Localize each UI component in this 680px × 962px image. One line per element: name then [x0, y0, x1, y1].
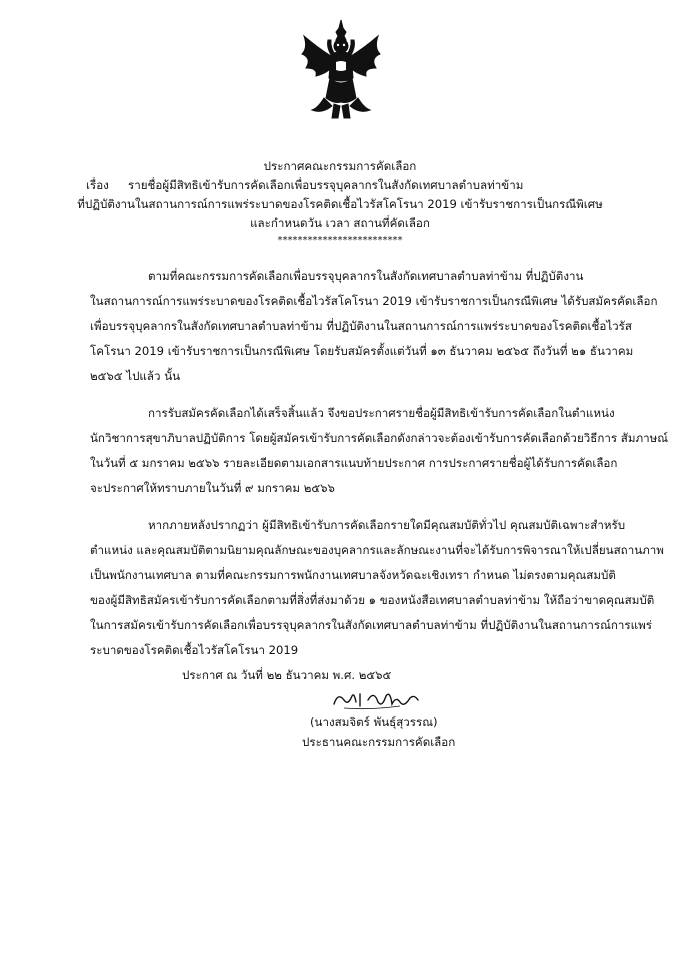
- document-title: ประกาศคณะกรรมการคัดเลือก: [263, 159, 417, 173]
- subject-line-3: และกำหนดวัน เวลา สถานที่คัดเลือก: [250, 216, 430, 230]
- separator-stars: *************************: [277, 235, 403, 246]
- paragraph-1-line: ๒๕๖๕ ไปแล้ว นั้น: [90, 369, 181, 383]
- paragraph-2-line: ในวันที่ ๕ มกราคม ๒๕๖๖ รายละเอียดตามเอกสารแนบท้ายประกาศ การประกาศรายชื่อผู้ได้รับการคัดเลือก: [90, 456, 618, 470]
- subject-line-1: รายชื่อผู้มีสิทธิเข้ารับการคัดเลือกเพื่อบรรจุบุคลากรในสังกัดเทศบาลตำบลท่าข้าม: [128, 178, 524, 192]
- announcement-date: ประกาศ ณ วันที่ ๒๒ ธันวาคม พ.ศ. ๒๕๖๕: [182, 668, 392, 682]
- paragraph-3-line: ในการสมัครเข้ารับการคัดเลือกเพื่อบรรจุบุคลากรในสังกัดเทศบาลตำบลท่าข้าม ที่ปฏิบัติงานในสถานการณ์การแพร่: [90, 618, 653, 632]
- paragraph-1-line: ตามที่คณะกรรมการคัดเลือกเพื่อบรรจุบุคลากรในสังกัดเทศบาลตำบลท่าข้าม ที่ปฏิบัติงาน: [148, 269, 584, 283]
- paragraph-2-line: การรับสมัครคัดเลือกได้เสร็จสิ้นแล้ว จึงขอประกาศรายชื่อผู้มีสิทธิเข้ารับการคัดเลือกในตำแหน่ง: [148, 406, 615, 420]
- paragraph-1-line: โคโรนา 2019 เข้ารับราชการเป็นกรณีพิเศษ โดยรับสมัครตั้งแต่วันที่ ๑๓ ธันวาคม ๒๕๖๕ ถึงวันที่ ๒๑ ธันวาคม: [90, 344, 634, 358]
- paragraph-2-line: นักวิชาการสุขาภิบาลปฏิบัติการ โดยผู้สมัครเข้ารับการคัดเลือกดังกล่าวจะต้องเข้ารับการคัดเลือกด้วยวิธีการ สัมภาษณ์: [90, 431, 669, 445]
- paragraph-3-line: เป็นพนักงานเทศบาล ตามที่คณะกรรมการพนักงานเทศบาลจังหวัดฉะเชิงเทรา กำหนด ไม่ตรงตามคุณสมบัติ: [90, 568, 616, 582]
- signer-name: (นางสมจิตร์ พันธุ์สุวรรณ): [310, 715, 438, 729]
- handwritten-signature: [330, 686, 422, 712]
- paragraph-3-line: ตำแหน่ง และคุณสมบัติตามนิยามคุณลักษณะของบุคลากรและลักษณะงานที่จะได้รับการพิจารณาให้เปลี่ยนสถานภาพ: [90, 543, 664, 557]
- paragraph-1-line: ในสถานการณ์การแพร่ระบาดของโรคติดเชื้อไวรัสโคโรนา 2019 เข้ารับราชการเป็นกรณีพิเศษ ได้รับสมัครคัดเลือก: [90, 294, 658, 308]
- subject-label: เรื่อง: [86, 178, 109, 192]
- paragraph-1-line: เพื่อบรรจุบุคลากรในสังกัดเทศบาลตำบลท่าข้าม ที่ปฏิบัติงานในสถานการณ์การแพร่ระบาดของโรคติดเชื้อไวรัส: [90, 319, 632, 333]
- paragraph-3-line: หากภายหลังปรากฏว่า ผู้มีสิทธิเข้ารับการคัดเลือกรายใดมีคุณสมบัติทั่วไป คุณสมบัติเฉพาะสำหรับ: [148, 518, 626, 532]
- paragraph-3-line: ของผู้มีสิทธิสมัครเข้ารับการคัดเลือกตามที่สิ่งที่ส่งมาด้วย ๑ ของหนังสือเทศบาลตำบลท่าข้าม ให้ถือว่าขาดคุณสมบัติ: [90, 593, 655, 607]
- signer-position: ประธานคณะกรรมการคัดเลือก: [302, 735, 456, 749]
- paragraph-3-line: ระบาดของโรคติดเชื้อไวรัสโคโรนา 2019: [90, 643, 299, 657]
- subject-line-2: ที่ปฏิบัติงานในสถานการณ์การแพร่ระบาดของโรคติดเชื้อไวรัสโคโรนา 2019 เข้ารับราชการเป็นกรณีพิเศษ: [77, 197, 603, 211]
- garuda-emblem: [298, 18, 384, 122]
- paragraph-2-line: จะประกาศให้ทราบภายในวันที่ ๙ มกราคม ๒๕๖๖: [90, 481, 335, 495]
